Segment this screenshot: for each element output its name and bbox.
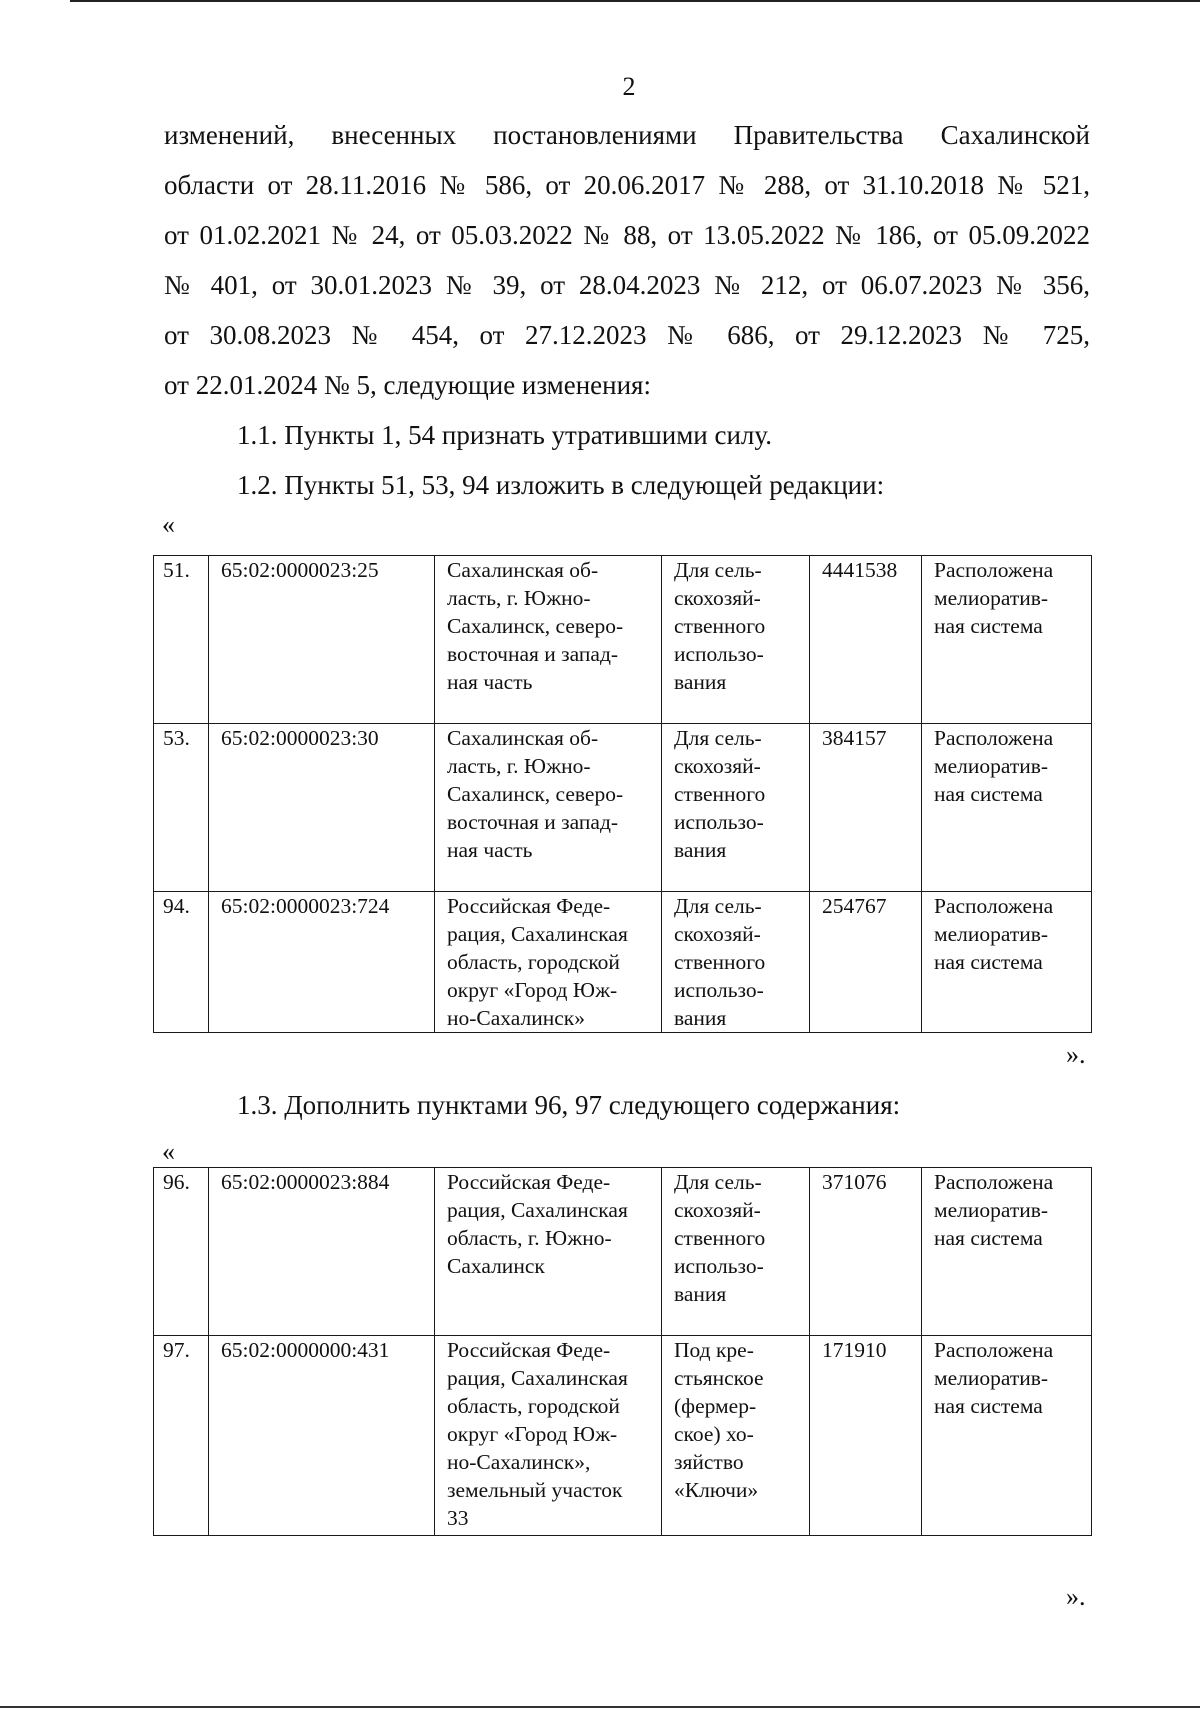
location: Российская Феде- рация, Сахалинская область, городской округ «Город Юж- но-Сахалинск» bbox=[435, 892, 662, 1033]
page-number: 2 bbox=[622, 72, 636, 101]
top-border-line bbox=[70, 0, 1200, 2]
item-1-1: 1.1. Пункты 1, 54 признать утратившими силу. bbox=[237, 420, 772, 450]
open-quote-2: « bbox=[162, 1137, 175, 1166]
row-number: 97. bbox=[154, 1336, 209, 1536]
cadastral-number: 65:02:0000023:30 bbox=[209, 724, 435, 892]
table-row bbox=[154, 892, 1092, 1033]
intro-line-1: изменений, внесенных постановлениями Правительства Сахалинской bbox=[164, 120, 1090, 150]
permitted-use: Для сель- скохозяй- ственного использо- вания bbox=[662, 892, 810, 1033]
parcels-table-added bbox=[153, 1167, 1092, 1536]
area: 4441538 bbox=[810, 556, 922, 724]
intro-line-5: от 30.08.2023 № 454, от 27.12.2023 № 686, от 29.12.2023 № 725, bbox=[164, 320, 1090, 350]
row-number: 94. bbox=[154, 892, 209, 1033]
intro-line-2: области от 28.11.2016 № 586, от 20.06.2017 № 288, от 31.10.2018 № 521, bbox=[164, 170, 1090, 200]
area: 171910 bbox=[810, 1336, 922, 1536]
cadastral-number: 65:02:0000023:25 bbox=[209, 556, 435, 724]
note: Расположена мелиоратив- ная система bbox=[922, 1336, 1092, 1536]
table-row bbox=[154, 1336, 1092, 1536]
open-quote-1: « bbox=[162, 510, 175, 539]
note: Расположена мелиоратив- ная система bbox=[922, 892, 1092, 1033]
location: Сахалинская об- ласть, г. Южно- Сахалинск, северо- восточная и запад- ная часть bbox=[435, 724, 662, 892]
cadastral-number: 65:02:0000023:884 bbox=[209, 1168, 435, 1336]
item-1-3: 1.3. Дополнить пунктами 96, 97 следующего содержания: bbox=[237, 1090, 901, 1120]
close-quote-1: ». bbox=[1066, 1040, 1086, 1069]
table-row bbox=[154, 1168, 1092, 1336]
area: 254767 bbox=[810, 892, 922, 1033]
intro-line-3: от 01.02.2021 № 24, от 05.03.2022 № 88, от 13.05.2022 № 186, от 05.09.2022 bbox=[164, 220, 1090, 250]
note: Расположена мелиоратив- ная система bbox=[922, 724, 1092, 892]
table-row bbox=[154, 556, 1092, 724]
intro-line-6: от 22.01.2024 № 5, следующие изменения: bbox=[164, 370, 651, 400]
item-1-2: 1.2. Пункты 51, 53, 94 изложить в следующей редакции: bbox=[237, 470, 885, 500]
row-number: 96. bbox=[154, 1168, 209, 1336]
row-number: 51. bbox=[154, 556, 209, 724]
cadastral-number: 65:02:0000000:431 bbox=[209, 1336, 435, 1536]
intro-line-4: № 401, от 30.01.2023 № 39, от 28.04.2023 № 212, от 06.07.2023 № 356, bbox=[164, 270, 1090, 300]
permitted-use: Под кре- стьянское (фермер- ское) хо- зяйство «Ключи» bbox=[662, 1336, 810, 1536]
location: Сахалинская об- ласть, г. Южно- Сахалинск, северо- восточная и запад- ная часть bbox=[435, 556, 662, 724]
close-quote-2: ». bbox=[1066, 1582, 1086, 1611]
table-row bbox=[154, 724, 1092, 892]
location: Российская Феде- рация, Сахалинская область, г. Южно- Сахалинск bbox=[435, 1168, 662, 1336]
permitted-use: Для сель- скохозяй- ственного использо- вания bbox=[662, 1168, 810, 1336]
area: 384157 bbox=[810, 724, 922, 892]
permitted-use: Для сель- скохозяй- ственного использо- вания bbox=[662, 724, 810, 892]
row-number: 53. bbox=[154, 724, 209, 892]
parcels-table-amended bbox=[153, 555, 1092, 1033]
bottom-border-line bbox=[0, 1706, 1200, 1708]
location: Российская Феде- рация, Сахалинская область, городской округ «Город Юж- но-Сахалинск», земельный участок 33 bbox=[435, 1336, 662, 1536]
permitted-use: Для сель- скохозяй- ственного использо- вания bbox=[662, 556, 810, 724]
note: Расположена мелиоратив- ная система bbox=[922, 556, 1092, 724]
cadastral-number: 65:02:0000023:724 bbox=[209, 892, 435, 1033]
note: Расположена мелиоратив- ная система bbox=[922, 1168, 1092, 1336]
area: 371076 bbox=[810, 1168, 922, 1336]
